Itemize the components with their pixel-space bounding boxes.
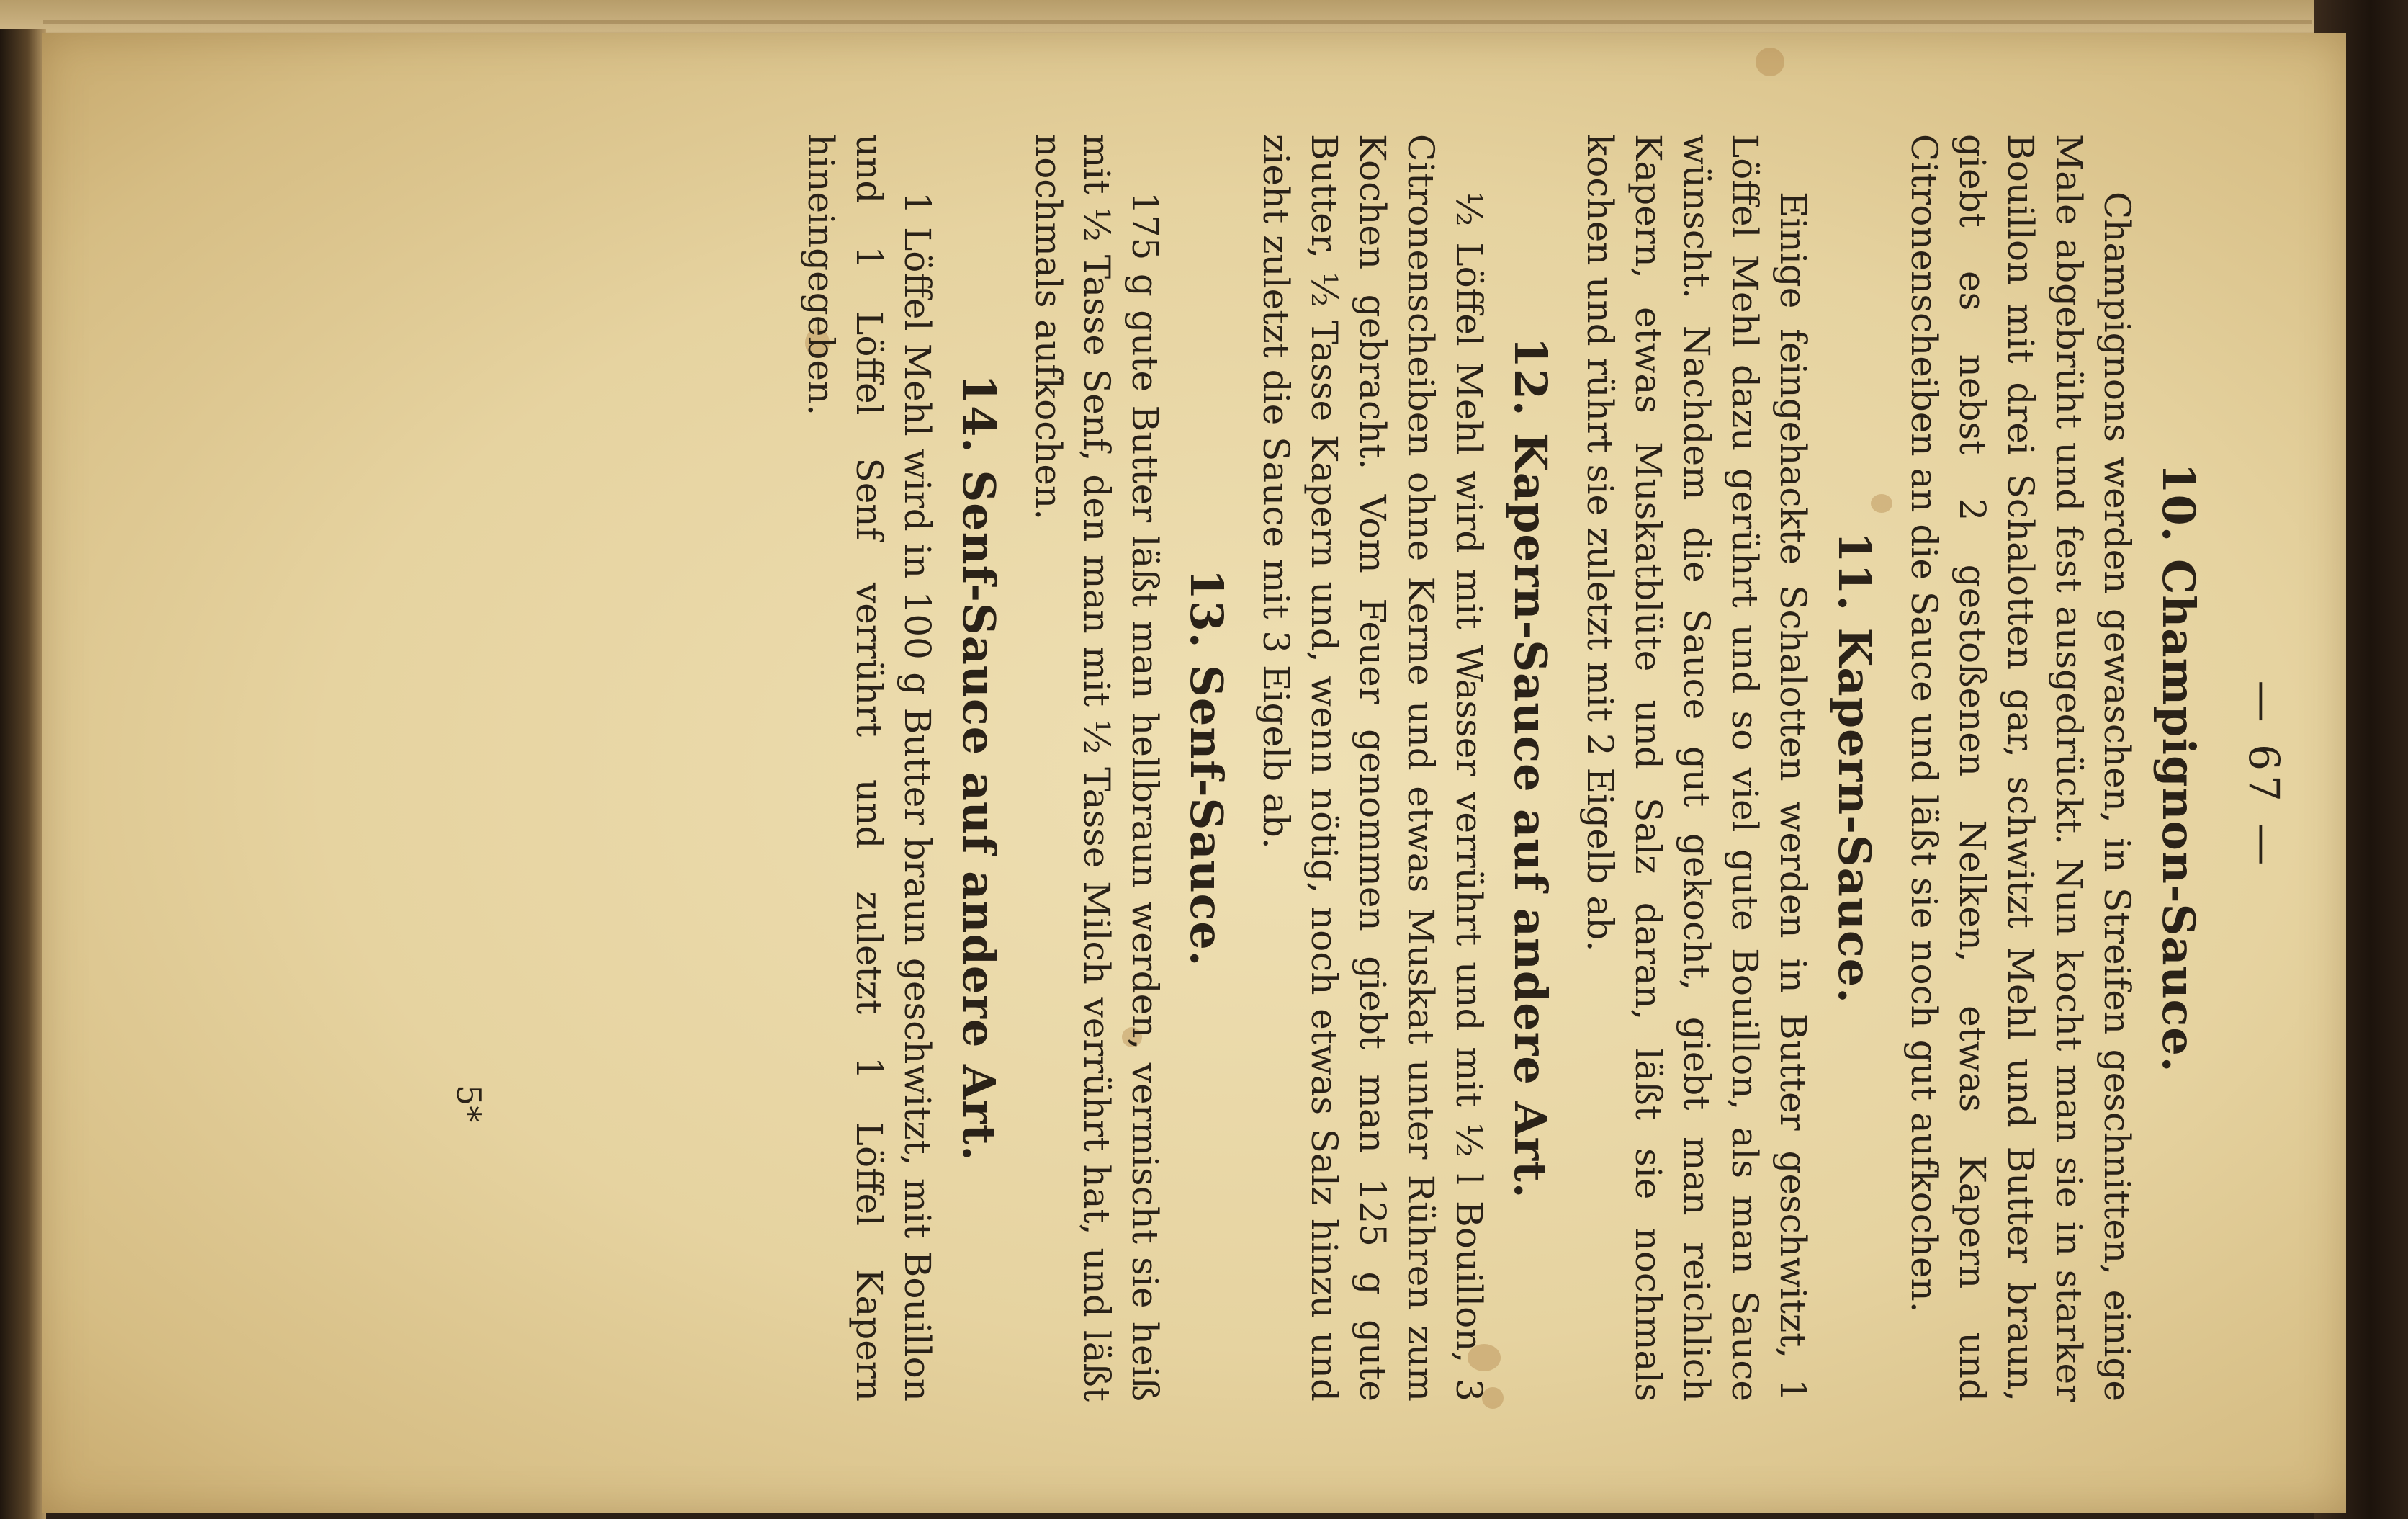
foxing-stain (1756, 48, 1784, 76)
section-body: 175 g gute Butter läßt man hellbraun werden, vermischt sie heiß mit ½ Tasse Senf, den man mit ½ Tasse Milch verrührt hat, und läßt nochmals aufkochen. (1028, 134, 1166, 1402)
section-title: 14. Senf-Sauce auf andere Art. (953, 374, 1005, 1162)
section-body: Einige feingehackte Schalotten werden in Butter geschwitzt, 1 Löffel Mehl dazu gerührt und so viel gute Bouillon, als man Sauce wünscht. Nachdem die Sauce gut gekocht, giebt man reichlich Kapern, etwas Muskatblüte und Salz daran, läßt sie nochmals kochen und rührt sie zuletzt mit 2 Eigelb ab. (1579, 134, 1814, 1402)
signature-mark: 5* (449, 1085, 488, 1123)
section-title: 10. Champignon-Sauce. (2152, 462, 2205, 1073)
section-title: 13. Senf-Sauce. (1180, 568, 1233, 967)
book-page (42, 33, 2346, 1513)
section-body: 1 Löffel Mehl wird in 100 g Butter braun geschwitzt, mit Bouillon und 1 Löffel Senf verrührt und zuletzt 1 Löffel Kapern hineingegeben. (800, 134, 938, 1402)
text-column (796, 134, 2224, 1402)
page-edge-line (43, 20, 2312, 24)
left-binding-edge (0, 29, 46, 1519)
section-body: ½ Löffel Mehl wird mit Wasser verrührt und mit ½ l Bouillon, 3 Citronenscheiben ohne Kerne und etwas Muskat unter Rühren zum Kochen gebracht. Vom Feuer genommen giebt man 125 g gute Butter, ½ Tasse Kapern und, wenn nötig, noch etwas Salz hinzu und zieht zuletzt die Sauce mit 3 Eigelb ab. (1255, 134, 1490, 1402)
section-title: 11. Kapern-Sauce. (1828, 532, 1881, 1004)
text-frame (258, 91, 2317, 1459)
section-title: 12. Kapern-Sauce auf andere Art. (1504, 336, 1557, 1199)
rotated-text-block (258, 91, 2317, 1459)
page-number: — 67 — (2239, 680, 2288, 870)
section-body: Champignons werden gewaschen, in Streifen geschnitten, einige Male abgebrüht und fest ausgedrückt. Nun kocht man sie in starker Bouillon mit drei Schalotten gar, schwitzt Mehl und Butter braun, giebt es nebst 2 gestoßenen Nelken, etwas Kapern und Citronenscheiben an die Sauce und läßt sie noch gut aufkochen. (1903, 134, 2138, 1402)
